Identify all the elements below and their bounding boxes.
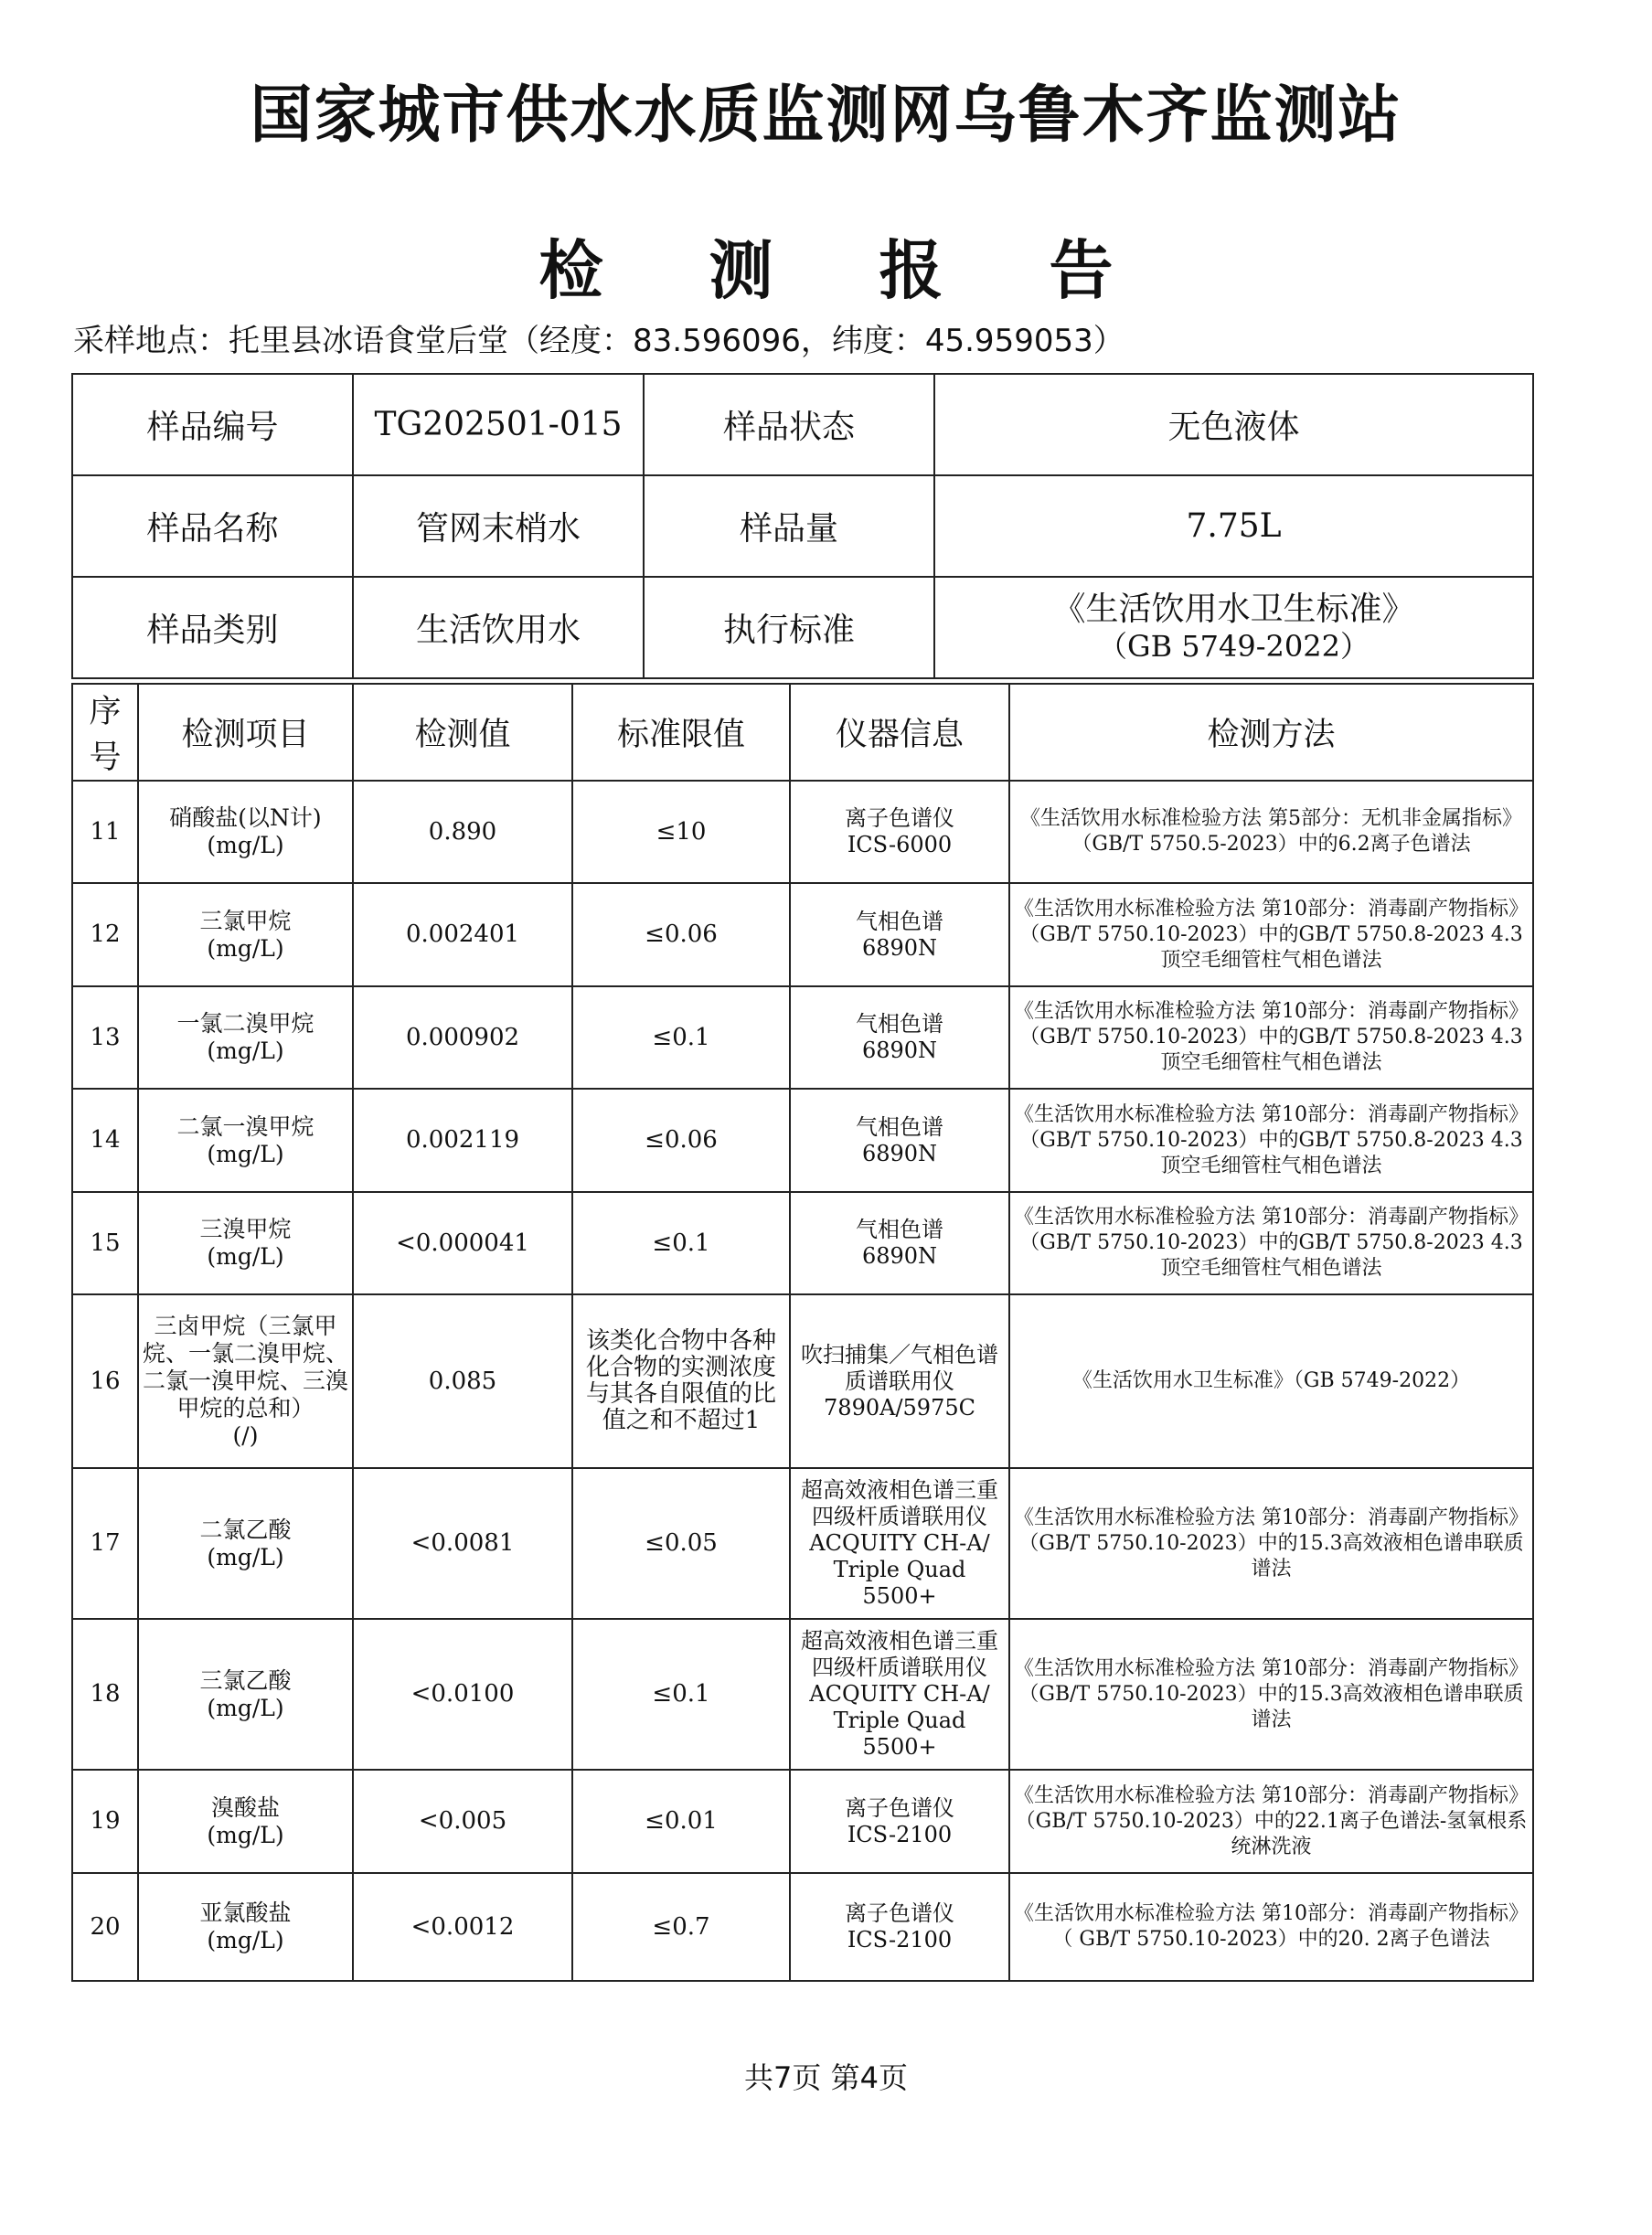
row-item: 三溴甲烷 (mg/L): [138, 1192, 353, 1294]
row-value: <0.0100: [353, 1619, 572, 1770]
row-value: <0.0081: [353, 1468, 572, 1619]
info-row: [72, 374, 1533, 475]
row-item: 一氯二溴甲烷 (mg/L): [138, 986, 353, 1089]
row-item: 溴酸盐 (mg/L): [138, 1770, 353, 1873]
row-number: 16: [72, 1294, 138, 1468]
row-value: 0.085: [353, 1294, 572, 1468]
sample-type-value: 生活饮用水: [353, 577, 644, 678]
table-row: [72, 883, 1533, 986]
row-limit: ≤10: [572, 781, 790, 883]
row-item: 亚氯酸盐 (mg/L): [138, 1873, 353, 1981]
row-value: <0.000041: [353, 1192, 572, 1294]
row-item: 硝酸盐(以N计) (mg/L): [138, 781, 353, 883]
sampling-location: 采样地点：托里县冰语食堂后堂（经度：83.596096，纬度：45.959053）: [73, 323, 1124, 359]
row-instrument: 气相色谱 6890N: [790, 1192, 1009, 1294]
row-number: 15: [72, 1192, 138, 1294]
row-instrument: 超高效液相色谱三重四级杆质谱联用仪 ACQUITY CH-A/ Triple Quad 5500+: [790, 1468, 1009, 1619]
table-row: [72, 1089, 1533, 1192]
row-limit: 该类化合物中各种化合物的实测浓度与其各自限值的比值之和不超过1: [572, 1294, 790, 1468]
row-number: 11: [72, 781, 138, 883]
sample-name-label: 样品名称: [72, 475, 353, 577]
row-method: 《生活饮用水卫生标准》（GB 5749-2022）: [1009, 1294, 1533, 1468]
row-limit: ≤0.06: [572, 1089, 790, 1192]
row-value: <0.0012: [353, 1873, 572, 1981]
results-body: [72, 781, 1533, 1981]
row-instrument: 气相色谱 6890N: [790, 1089, 1009, 1192]
row-method: 《生活饮用水标准检验方法 第10部分：消毒副产物指标》（GB/T 5750.10-2023）中的GB/T 5750.8-2023 4.3顶空毛细管柱气相色谱法: [1009, 883, 1533, 986]
row-method: 《生活饮用水标准检验方法 第10部分：消毒副产物指标》（GB/T 5750.10-2023）中的GB/T 5750.8-2023 4.3顶空毛细管柱气相色谱法: [1009, 1089, 1533, 1192]
sample-qty-value: 7.75L: [934, 475, 1533, 577]
table-row: [72, 1192, 1533, 1294]
row-number: 12: [72, 883, 138, 986]
col-header-instrument: 仪器信息: [790, 684, 1009, 781]
row-item: 三氯乙酸 (mg/L): [138, 1619, 353, 1770]
row-value: 0.000902: [353, 986, 572, 1089]
row-number: 14: [72, 1089, 138, 1192]
row-instrument: 离子色谱仪 ICS-2100: [790, 1770, 1009, 1873]
row-number: 17: [72, 1468, 138, 1619]
sample-name-value: 管网末梢水: [353, 475, 644, 577]
row-instrument: 离子色谱仪 ICS-2100: [790, 1873, 1009, 1981]
results-table: [71, 683, 1534, 1982]
sample-no-value: TG202501-015: [353, 374, 644, 475]
row-limit: ≤0.1: [572, 1192, 790, 1294]
col-header-no: 序号: [72, 684, 138, 781]
row-item: 三氯甲烷 (mg/L): [138, 883, 353, 986]
info-row: [72, 475, 1533, 577]
col-header-value: 检测值: [353, 684, 572, 781]
row-item: 三卤甲烷（三氯甲烷、一氯二溴甲烷、二氯一溴甲烷、三溴甲烷的总和） (/): [138, 1294, 353, 1468]
standard-line-2: （GB 5749-2022）: [1098, 628, 1370, 664]
row-item: 二氯乙酸 (mg/L): [138, 1468, 353, 1619]
row-number: 13: [72, 986, 138, 1089]
row-method: 《生活饮用水标准检验方法 第10部分：消毒副产物指标》（GB/T 5750.10-2023）中的15.3高效液相色谱串联质谱法: [1009, 1468, 1533, 1619]
row-method: 《生活饮用水标准检验方法 第10部分：消毒副产物指标》（GB/T 5750.10-2023）中的GB/T 5750.8-2023 4.3顶空毛细管柱气相色谱法: [1009, 1192, 1533, 1294]
table-row: [72, 1770, 1533, 1873]
row-instrument: 气相色谱 6890N: [790, 883, 1009, 986]
table-row: [72, 1619, 1533, 1770]
row-number: 18: [72, 1619, 138, 1770]
table-row: [72, 1468, 1533, 1619]
standard-label: 执行标准: [644, 577, 934, 678]
standard-value: [934, 577, 1533, 678]
row-instrument: 超高效液相色谱三重四级杆质谱联用仪 ACQUITY CH-A/ Triple Quad 5500+: [790, 1619, 1009, 1770]
organization-title: 国家城市供水水质监测网乌鲁木齐监测站: [250, 80, 1402, 152]
row-value: <0.005: [353, 1770, 572, 1873]
table-row: [72, 986, 1533, 1089]
row-method: 《生活饮用水标准检验方法 第10部分：消毒副产物指标》（GB/T 5750.10-2023）中的22.1离子色谱法-氢氧根系统淋洗液: [1009, 1770, 1533, 1873]
row-instrument: 气相色谱 6890N: [790, 986, 1009, 1089]
report-title-char: 检: [538, 233, 603, 308]
col-header-limit: 标准限值: [572, 684, 790, 781]
table-row: [72, 1873, 1533, 1981]
sample-qty-label: 样品量: [644, 475, 934, 577]
row-method: 《生活饮用水标准检验方法 第10部分：消毒副产物指标》（GB/T 5750.10-2023）中的15.3高效液相色谱串联质谱法: [1009, 1619, 1533, 1770]
results-header-row: [72, 684, 1533, 781]
report-title-char: 报: [879, 233, 943, 308]
page-counter: 共7页 第4页: [744, 2060, 908, 2095]
sample-info-table: [71, 373, 1534, 679]
sample-no-label: 样品编号: [72, 374, 353, 475]
row-instrument: 吹扫捕集／气相色谱质谱联用仪 7890A/5975C: [790, 1294, 1009, 1468]
col-header-item: 检测项目: [138, 684, 353, 781]
row-number: 19: [72, 1770, 138, 1873]
row-method: 《生活饮用水标准检验方法 第10部分：消毒副产物指标》（GB/T 5750.10-2023）中的GB/T 5750.8-2023 4.3顶空毛细管柱气相色谱法: [1009, 986, 1533, 1089]
report-title: [0, 219, 1652, 312]
row-instrument: 离子色谱仪 ICS-6000: [790, 781, 1009, 883]
sample-state-label: 样品状态: [644, 374, 934, 475]
table-row: [72, 1294, 1533, 1468]
report-title-char: 测: [709, 233, 773, 308]
row-value: 0.890: [353, 781, 572, 883]
row-limit: ≤0.1: [572, 1619, 790, 1770]
row-value: 0.002119: [353, 1089, 572, 1192]
sample-type-label: 样品类别: [72, 577, 353, 678]
row-method: 《生活饮用水标准检验方法 第10部分：消毒副产物指标》（ GB/T 5750.10-2023）中的20. 2离子色谱法: [1009, 1873, 1533, 1981]
standard-line-1: 《生活饮用水卫生标准》: [1052, 590, 1415, 628]
row-number: 20: [72, 1873, 138, 1981]
sample-state-value: 无色液体: [934, 374, 1533, 475]
row-limit: ≤0.01: [572, 1770, 790, 1873]
row-limit: ≤0.7: [572, 1873, 790, 1981]
table-row: [72, 781, 1533, 883]
row-method: 《生活饮用水标准检验方法 第5部分：无机非金属指标》（GB/T 5750.5-2023）中的6.2离子色谱法: [1009, 781, 1533, 883]
info-row: [72, 577, 1533, 678]
col-header-method: 检测方法: [1009, 684, 1533, 781]
row-limit: ≤0.06: [572, 883, 790, 986]
row-value: 0.002401: [353, 883, 572, 986]
row-item: 二氯一溴甲烷 (mg/L): [138, 1089, 353, 1192]
row-limit: ≤0.05: [572, 1468, 790, 1619]
row-limit: ≤0.1: [572, 986, 790, 1089]
report-title-char: 告: [1049, 233, 1114, 308]
